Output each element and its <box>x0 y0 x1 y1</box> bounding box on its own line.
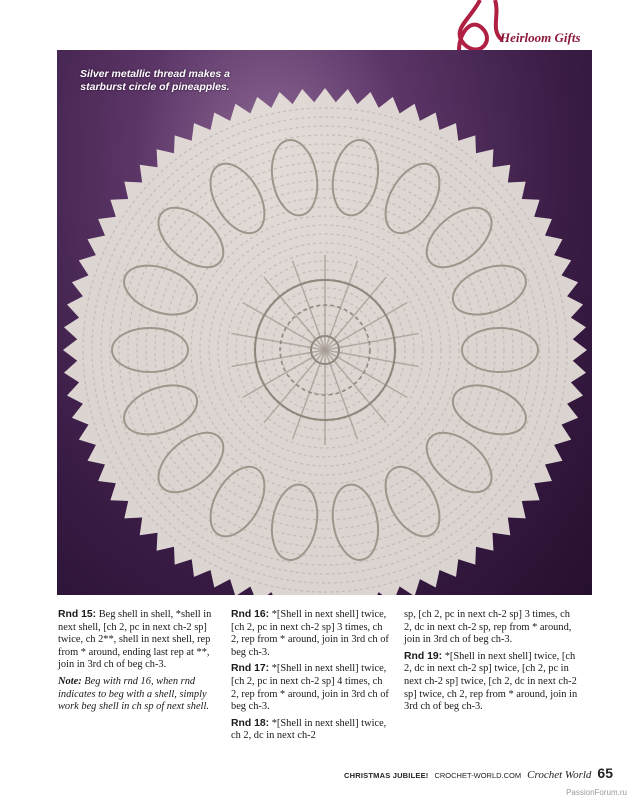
instructions-column-3 <box>404 609 579 718</box>
section-title: Heirloom Gifts <box>500 30 581 45</box>
instructions-column-1 <box>58 609 218 718</box>
rnd-16-text: *[Shell in next shell] twice, [ch 2, pc in next ch-2 sp] 3 times, ch 2, rep from * around, join in 3rd ch of beg ch-3. <box>231 609 389 658</box>
rnd-15-label: Rnd 15: <box>58 609 97 620</box>
doily-illustration <box>57 50 592 595</box>
rnd-16-label: Rnd 16: <box>231 609 270 620</box>
instructions-column-2 <box>231 609 391 747</box>
note <box>58 676 218 714</box>
footer-issue: CHRISTMAS JUBILEE! <box>344 771 429 780</box>
rnd-15-text: Beg shell in shell, *shell in next shell, [ch 2, pc in next ch-2 sp] twice, ch 2**, shell in next shell, rep from * around, ending last rep at **, join in 3rd ch of beg ch-3. <box>58 609 212 671</box>
note-label: Note: <box>58 675 82 687</box>
watermark: PassionForum.ru <box>566 788 627 797</box>
note-text: Beg with rnd 16, when rnd indicates to beg with a shell, simply work beg shell in ch sp of next shell. <box>58 675 209 713</box>
rnd-18-continued-text: sp, [ch 2, pc in next ch-2 sp] 3 times, ch 2, dc in next ch-2 sp, rep from * around, join in 3rd ch of beg ch-3. <box>404 609 572 646</box>
page-footer <box>344 765 613 779</box>
footer-magazine: Crochet World <box>527 769 592 781</box>
rnd-19-text: *[Shell in next shell] twice, [ch 2, dc in next ch-2 sp] twice, [ch 2, pc in next ch-2 sp] twice, [ch 2, dc in next ch-2 sp] twice, ch 2, rep from * around, join in 3rd ch of beg ch-3. <box>404 650 578 713</box>
doily-photo <box>57 50 592 595</box>
rnd-17-text: *[Shell in next shell] twice, [ch 2, pc in next ch-2 sp] 4 times, ch 2, rep from * around, join in 3rd ch of beg ch-3. <box>231 663 389 713</box>
rnd-16 <box>231 609 391 659</box>
footer-url: CROCHET-WORLD.COM <box>434 771 522 780</box>
rnd-18-text: *[Shell in next shell] twice, ch 2, dc in next ch-2 <box>231 717 387 742</box>
rnd-18-continued <box>404 609 579 647</box>
rnd-18 <box>231 718 391 743</box>
page-number: 65 <box>597 765 613 781</box>
photo-caption: Silver metallic thread makes a starburst circle of pineapples. <box>80 68 230 93</box>
rnd-19 <box>404 651 579 714</box>
rnd-18-label: Rnd 18: <box>231 717 270 729</box>
rnd-19-label: Rnd 19: <box>404 650 443 662</box>
rnd-17 <box>231 663 391 713</box>
rnd-15 <box>58 609 218 672</box>
rnd-17-label: Rnd 17: <box>231 663 270 675</box>
